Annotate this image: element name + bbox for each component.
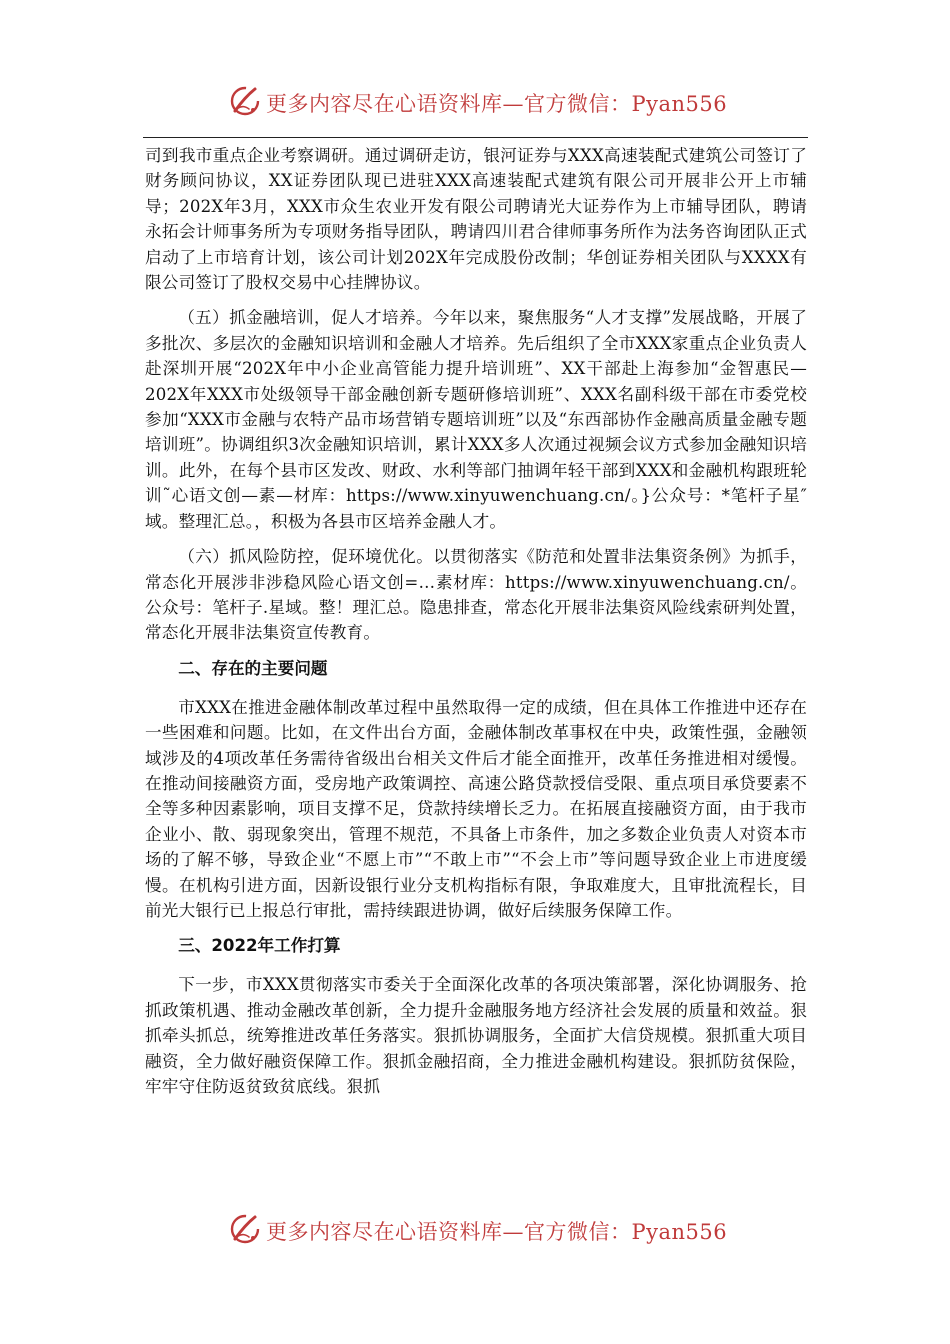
watermark-text: 更多内容尽在心语资料库—官方微信：Pyan556 [266, 1220, 728, 1244]
paragraph-problems: 市XXX在推进金融体制改革过程中虽然取得一定的成绩，但在具体工作推进中还存在一些困难和问题。比如，在文件出台方面，金融体制改革事权在中央，政策性强，金融领域涉及的4项改革任务需待省级出台相关文件后才能全面推开，改革任务推进相对缓慢。在推动间接融资方面，受房地产政策调控、高速公路贷款授信受限、重点项目承贷要素不全等多种因素影响，项目支撑不足，贷款持续增长乏力。在拓展直接融资方面，由于我市企业小、散、弱现象突出，管理不规范，不具备上市条件，加之多数企业负责人对资本市场的了解不够，导致企业“不愿上市”“不敢上市”“不会上市”等问题导致企业上市进度缓慢。在机构引进方面，因新设银行业分支机构指标有限，争取难度大，且审批流程长，目前光大银行已上报总行审批，需持续跟进协调，做好后续服务保障工作。 [145, 697, 807, 920]
footer-watermark [0, 1210, 950, 1250]
header-watermark [0, 82, 950, 122]
paragraph-risk-control: （六）抓风险防控，促环境优化。以贯彻落实《防范和处置非法集资条例》为抓手，常态化开展涉非涉稳风险心语文创=…素材库：https://www.xinyuwenchuang.cn/。公众号：笔杆子.星域。整！理汇总。隐患排查，常态化开展非法集资风险线索研判处置，常态化开展非法集资宣传教育。 [145, 547, 807, 643]
document-body [145, 143, 807, 1109]
paragraph-continued: 司到我市重点企业考察调研。通过调研走访，银河证券与XXX高速装配式建筑公司签订了财务顾问协议，XX证券团队现已进驻XXX高速装配式建筑有限公司开展非公开上市辅导；202X年3月，XXX市众生农业开发有限公司聘请光大证券作为上市辅导团队，聘请永拓会计师事务所为专项财务指导团队，聘请四川君合律师事务所作为法务咨询团队正式启动了上市培育计划，该公司计划202X年完成股份改制；华创证券相关团队与XXXX有限公司签订了股权交易中心挂牌协议。 [145, 146, 807, 293]
section-heading-plan: 三、2022年工作打算 [178, 936, 341, 956]
header-divider [143, 137, 808, 138]
section-heading-problems: 二、存在的主要问题 [178, 658, 328, 678]
watermark-text: 更多内容尽在心语资料库—官方微信：Pyan556 [266, 92, 728, 116]
calligraphy-brush-logo-icon [228, 1212, 262, 1246]
paragraph-plan: 下一步，市XXX贯彻落实市委关于全面深化改革的各项决策部署，深化协调服务、抢抓政策机遇、推动金融改革创新，全力提升金融服务地方经济社会发展的质量和效益。狠抓牵头抓总，统筹推进改革任务落实。狠抓协调服务，全面扩大信贷规模。狠抓重大项目融资，全力做好融资保障工作。狠抓金融招商，全力推进金融机构建设。狠抓防贫保险，牢牢守住防返贫致贫底线。狠抓 [145, 975, 807, 1096]
calligraphy-brush-logo-icon [228, 84, 262, 118]
paragraph-finance-training: （五）抓金融培训，促人才培养。今年以来，聚焦服务“人才支撑”发展战略，开展了多批次、多层次的金融知识培训和金融人才培养。先后组织了全市XXX家重点企业负责人赴深圳开展“202X年中小企业高管能力提升培训班”、XX干部赴上海参加“金智惠民—202X年XXX市处级领导干部金融创新专题研修培训班”、XXX名副科级干部在市委党校参加“XXX市金融与农特产品市场营销专题培训班”以及“东西部协作金融高质量金融专题培训班”。协调组织3次金融知识培训，累计XXX多人次通过视频会议方式参加金融知识培训。此外，在每个县市区发改、财政、水利等部门抽调年轻干部到XXX和金融机构跟班轮训˜心语文创—素—材库：https://www.xinyuwenchuang.cn/。}公众号：*笔杆子星″域。整理汇总。，积极为各县市区培养金融人才。 [145, 308, 807, 531]
